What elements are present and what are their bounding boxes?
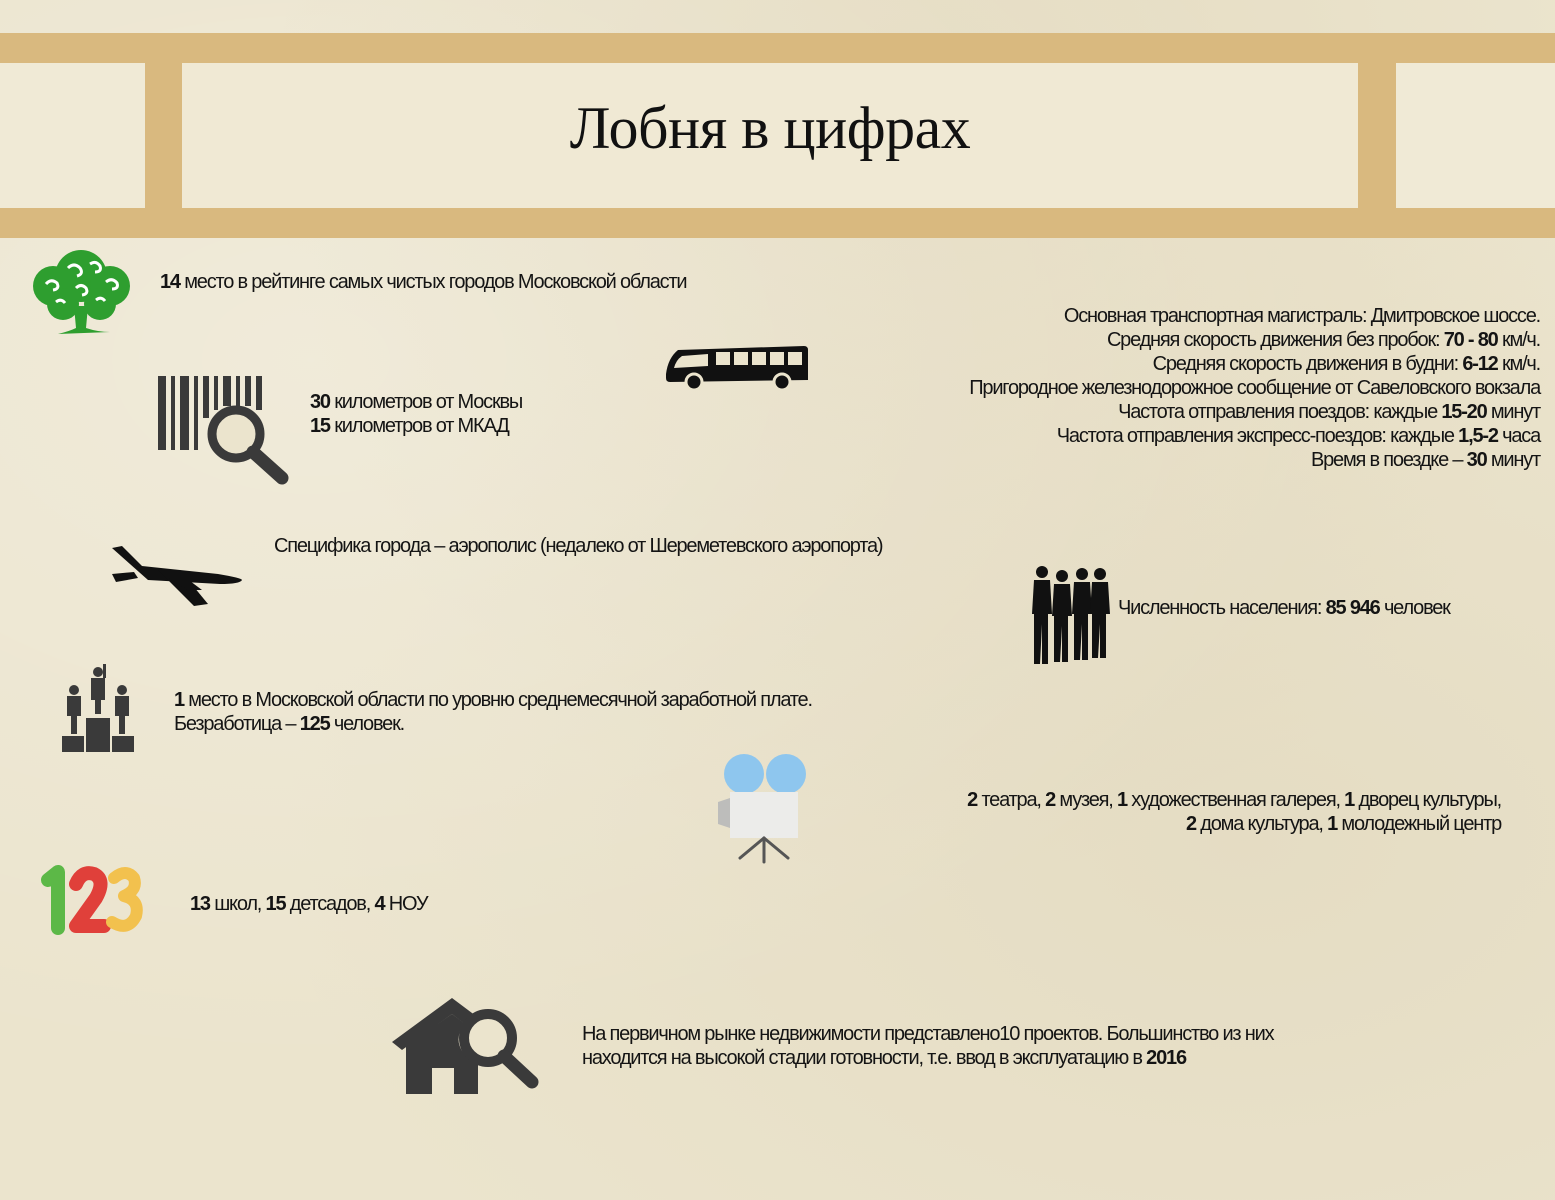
transport-line-railway: Пригородное железнодорожное сообщение от Савеловского вокзала [969,377,1540,399]
transport-line-express-frequency: Частота отправления экспресс-поездов: каждые 1,5-2 часа [1056,425,1540,447]
transport-line-highway: Основная транспортная магистраль: Дмитровское шоссе. [1063,305,1540,327]
realty-year: 2016 [1146,1047,1186,1069]
movie-camera-icon [714,752,810,866]
page-title: Лобня в цифрах [569,95,971,161]
transport-line-speed-free: Средняя скорость движения без пробок: 70 - 80 км/ч. [1106,329,1540,351]
transport-line-speed-weekday: Средняя скорость движения в будни: 6-12 км/ч. [1152,353,1540,375]
culture-fact: 2 театра, 2 музея, 1 художественная галерея, 1 дворец культуры, 2 дома культура, 1 молодежный центр [967,789,1501,835]
unemployment-number: 125 [299,713,330,735]
bus-icon [664,344,810,390]
barcode-search-icon [156,374,290,486]
distance-mkad-number: 15 [310,415,330,437]
header-right-panel [1396,63,1555,208]
education-fact: 13 школ, 15 детсадов, 4 НОУ [190,893,428,915]
tree-icon [28,246,134,342]
ecology-number: 14 [160,271,180,293]
transport-line-train-frequency: Частота отправления поездов: каждые 15-20 минут [1118,401,1540,423]
salary-fact: 1 место в Московской области по уровню среднемесячной заработной плате. Безработица – 125 человек. [174,689,812,735]
distance-moscow-number: 30 [310,391,330,413]
aeropolis-fact: Специфика города – аэрополис (недалеко от Шереметевского аэропорта) [274,535,883,557]
distance-fact [310,390,522,438]
salary-rank-number: 1 [174,689,184,711]
airplane-icon [108,540,244,608]
population-number: 85 946 [1325,597,1380,619]
header-panel [182,63,1358,208]
podium-icon [60,662,136,754]
house-search-icon [392,998,540,1094]
realty-fact: На первичном рынке недвижимости представлено10 проектов. Большинство из них находится на высокой стадии готовности, т.е. ввод в эксплуатацию в 2016 [582,1023,1274,1069]
distance-mkad-text: километров от МКАД [329,415,509,437]
ecology-text: место в рейтинге самых чистых городов Московской области [179,271,687,293]
ecology-fact [160,270,686,294]
header-band [0,33,1555,238]
population-fact: Численность населения: 85 946 человек [1118,597,1450,619]
distance-moscow-text: километров от Москвы [329,391,523,413]
transport-line-travel-time: Время в поездке – 30 минут [1310,449,1540,471]
transport-fact [969,304,1540,472]
people-silhouettes-icon [1030,564,1110,668]
header-left-panel [0,63,145,208]
numbers-123-icon [38,864,144,936]
